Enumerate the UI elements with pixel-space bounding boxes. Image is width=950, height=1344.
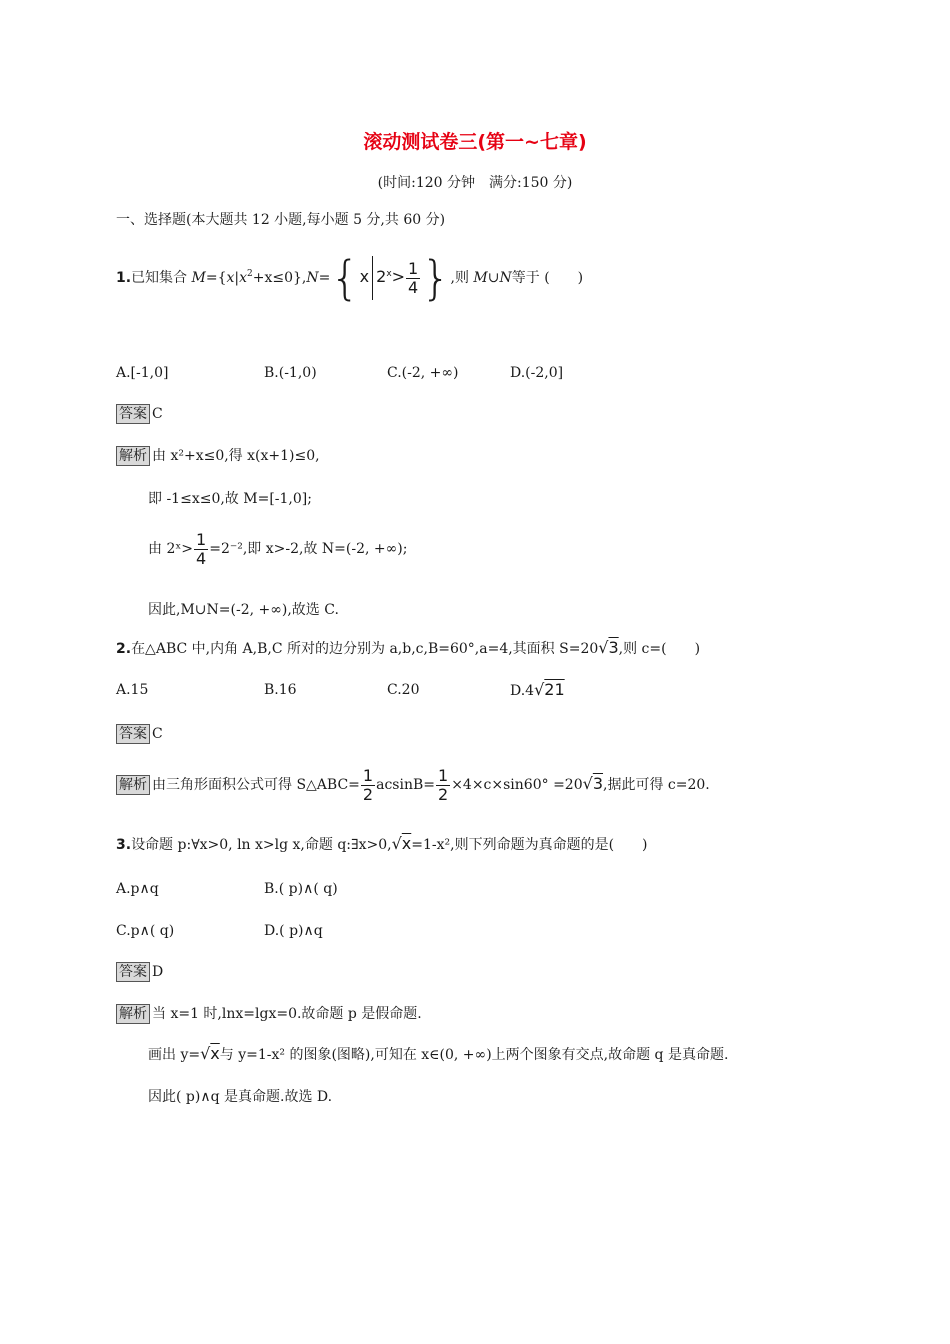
option-d: D.( p)∧q <box>264 923 323 939</box>
option-c: C.(-2, +∞) <box>387 365 459 381</box>
q3-text: =1-x²,则下列命题为真命题的是( ) <box>411 837 648 853</box>
question-2-stem <box>116 638 700 659</box>
question-1-stem: 1.已知集合 $M=\{x|x^2+x\le 0\},N=\{x$ $2^x>$ $\frac{1}{4}$ },则 M∪N等于 ( ) <box>116 251 584 305</box>
analysis-text: =2⁻²,即 x>-2,故 N=(-2, +∞); <box>209 541 408 557</box>
q1-text: 等于 ( ) <box>511 270 584 286</box>
answer-row <box>116 724 163 744</box>
analysis-text: 由 x²+x≤0,得 x(x+1)≤0, <box>152 448 320 464</box>
right-brace: } <box>421 251 451 305</box>
fraction: $\frac{1}{4}$ <box>196 529 207 568</box>
answer-value: D <box>152 964 164 980</box>
question-number: 1. <box>116 270 132 286</box>
q1-text: | <box>234 270 240 286</box>
option-b: B.( p)∧( q) <box>264 881 338 897</box>
option-d <box>510 680 565 701</box>
question-3-stem <box>116 834 648 855</box>
analysis-line <box>148 1044 728 1065</box>
answer-label: 答案 <box>116 724 150 744</box>
option-b: B.(-1,0) <box>264 365 317 381</box>
analysis-line: 因此( p)∧q 是真命题.故选 D. <box>148 1089 333 1105</box>
left-brace: { <box>330 251 360 305</box>
analysis-row <box>116 1004 422 1024</box>
option-d: D.(-2,0] <box>510 365 564 381</box>
option-b: B.16 <box>264 682 297 698</box>
sqrt: √3 <box>582 774 604 793</box>
answer-value: C <box>152 726 163 742</box>
question-number: 3. <box>116 837 132 853</box>
analysis-text: ×4×c×sin60° =20 <box>451 777 583 793</box>
analysis-line: 即 -1≤x≤0,故 M=[-1,0]; <box>148 491 312 507</box>
answer-row <box>116 404 163 424</box>
answer-value: C <box>152 406 163 422</box>
page-title: 滚动测试卷三(第一~七章) <box>363 131 587 153</box>
q1-text: ∪ <box>487 270 500 286</box>
q2-text: 在△ABC 中,内角 A,B,C 所对的边分别为 a,b,c,B=60°,a=4,其面积 S=20 <box>131 641 599 657</box>
option-a: A.15 <box>116 682 149 698</box>
analysis-text: 由 2ˣ> <box>148 541 194 557</box>
analysis-line <box>148 527 407 571</box>
analysis-text: 与 y=1-x² 的图象(图略),可知在 x∈(0, +∞)上两个图象有交点,故命题 q 是真命题. <box>219 1047 729 1063</box>
analysis-text: acsinB= <box>376 777 435 793</box>
option-c: C.p∧( q) <box>116 923 175 939</box>
section-heading: 一、选择题(本大题共 12 小题,每小题 5 分,共 60 分) <box>116 212 446 228</box>
analysis-row <box>116 446 320 466</box>
analysis-row <box>116 762 710 807</box>
q2-text: ,则 c=( ) <box>618 641 701 657</box>
q1-text: ={ <box>205 270 227 286</box>
analysis-text: 当 x=1 时,lnx=lgx=0.故命题 p 是假命题. <box>152 1006 422 1022</box>
fraction: $\frac{1}{2}$ <box>438 765 449 804</box>
analysis-line: 因此,M∪N=(-2, +∞),故选 C. <box>148 602 339 618</box>
q1-text: = <box>318 270 331 286</box>
option-c: C.20 <box>387 682 420 698</box>
option-a: A.[-1,0] <box>116 365 169 381</box>
sqrt: √x <box>200 1044 220 1063</box>
fraction: $\frac{1}{2}$ <box>362 765 374 804</box>
option-text: D.4 <box>510 683 535 699</box>
q1-text: ,则 <box>450 270 474 286</box>
answer-label: 答案 <box>116 962 150 982</box>
analysis-label: 解析 <box>116 446 150 466</box>
exam-info: (时间:120 分钟 满分:150 分) <box>377 175 573 191</box>
fraction: $\frac{1}{4}$ <box>408 258 419 297</box>
option-a: A.p∧q <box>116 881 159 897</box>
sqrt: √21 <box>534 680 565 699</box>
q1-text: 已知集合 <box>131 270 192 286</box>
sqrt: √x <box>391 834 412 853</box>
analysis-text: ,据此可得 c=20. <box>603 777 710 793</box>
sqrt: √3 <box>598 638 619 657</box>
analysis-label: 解析 <box>116 1004 150 1024</box>
answer-label: 答案 <box>116 404 150 424</box>
q1-text: +x≤0}, <box>252 270 307 286</box>
analysis-text: 画出 y= <box>148 1047 201 1063</box>
q3-text: 设命题 p:∀x>0, ln x>lg x,命题 q:∃x>0, <box>131 837 392 853</box>
analysis-text: 由三角形面积公式可得 S△ABC= <box>152 777 360 793</box>
question-number: 2. <box>116 641 132 657</box>
answer-row <box>116 962 163 982</box>
analysis-label: 解析 <box>116 775 150 795</box>
set-bar <box>372 256 373 300</box>
